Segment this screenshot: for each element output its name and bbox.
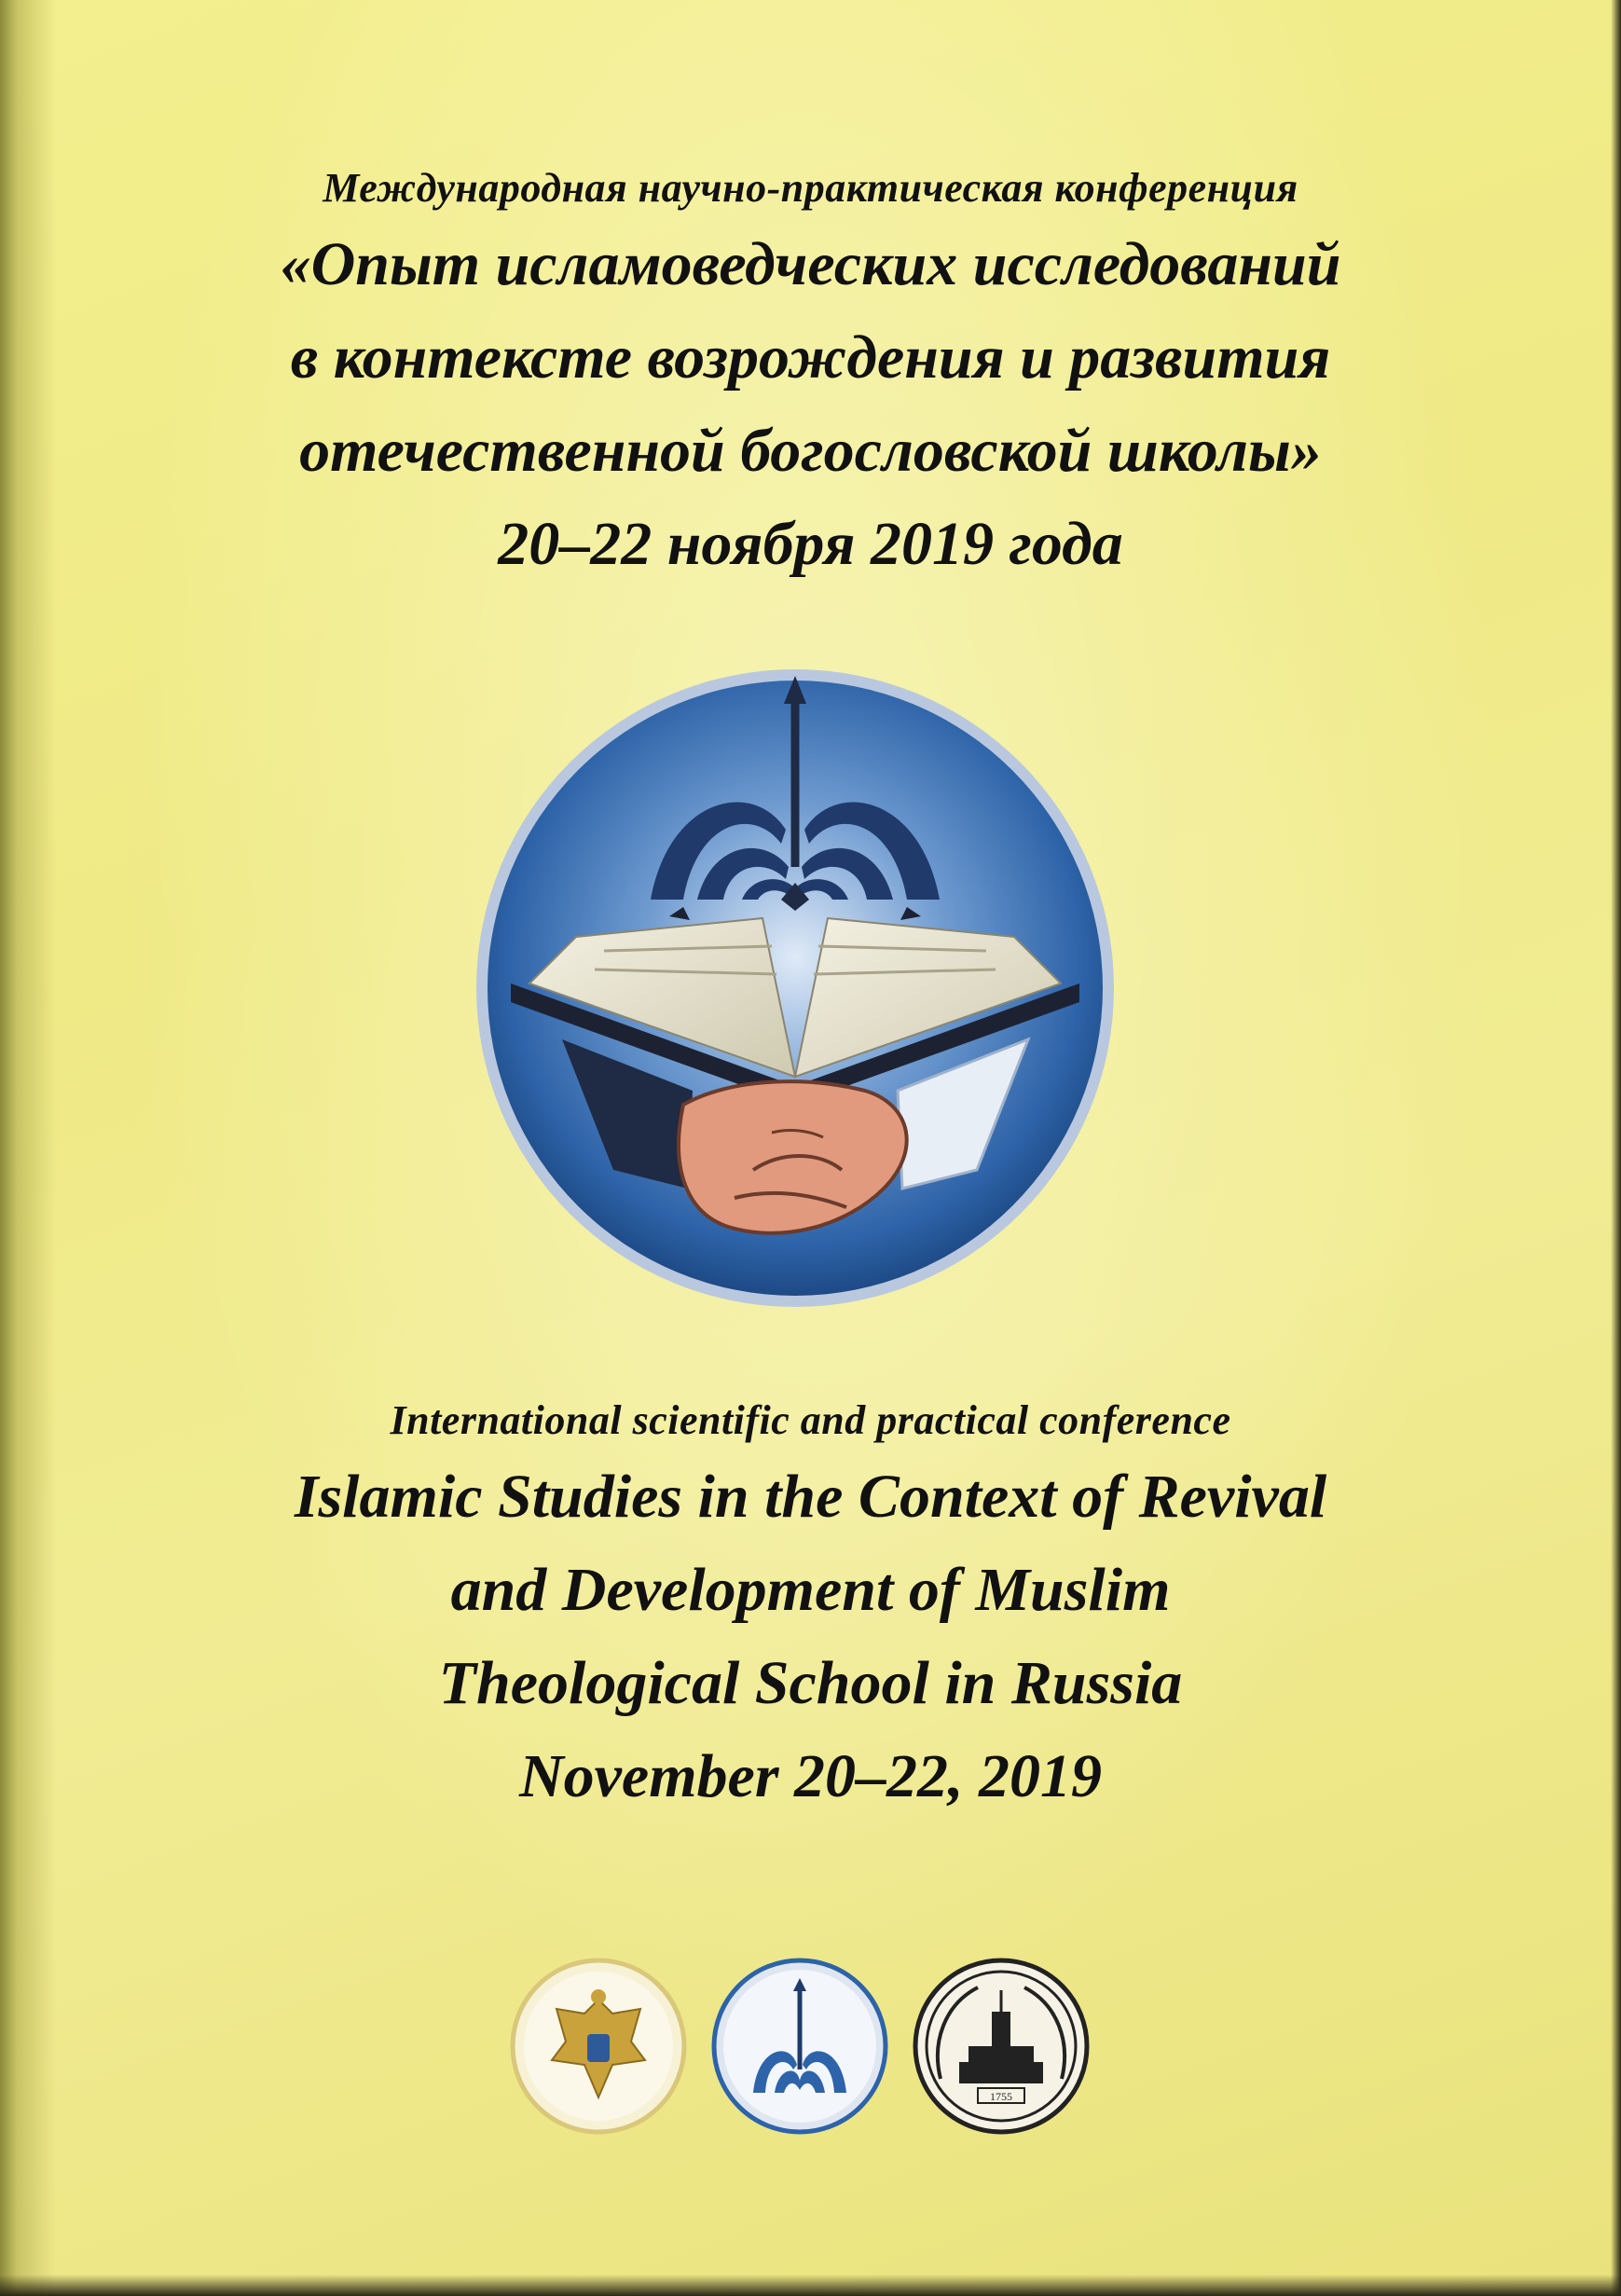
english-title-line-2: and Development of Muslim: [450, 1556, 1171, 1624]
english-title-block: [0, 1391, 1621, 1823]
english-title-line-3: Theological School in Russia: [438, 1649, 1183, 1717]
russian-title-line-1: «Опыт исламоведческих исследований: [280, 230, 1341, 298]
russian-title-line-3: отечественной богословской школы»: [299, 417, 1322, 485]
english-date: November 20–22, 2019: [518, 1742, 1103, 1810]
russian-date: 20–22 ноября 2019 года: [498, 510, 1123, 578]
cover-edge-bottom: [0, 2275, 1621, 2296]
conference-emblem: [474, 667, 1117, 1310]
university-seal-icon: [913, 1958, 1090, 2135]
cover-edge-right: [1611, 0, 1621, 2296]
minaret-logo-icon: [711, 1958, 888, 2135]
russian-title-block: [0, 158, 1621, 591]
seal-year: 1755: [990, 2090, 1012, 2103]
english-title-line-1: Islamic Studies in the Context of Revival: [294, 1463, 1327, 1531]
russian-subtitle: Международная научно-практическая конференция: [323, 165, 1298, 211]
english-subtitle: International scientific and practical conference: [390, 1397, 1231, 1443]
eagle-seal-icon: [510, 1958, 687, 2135]
partner-logos: [0, 1958, 1621, 2144]
russian-title-line-2: в контексте возрождения и развития: [290, 323, 1331, 392]
